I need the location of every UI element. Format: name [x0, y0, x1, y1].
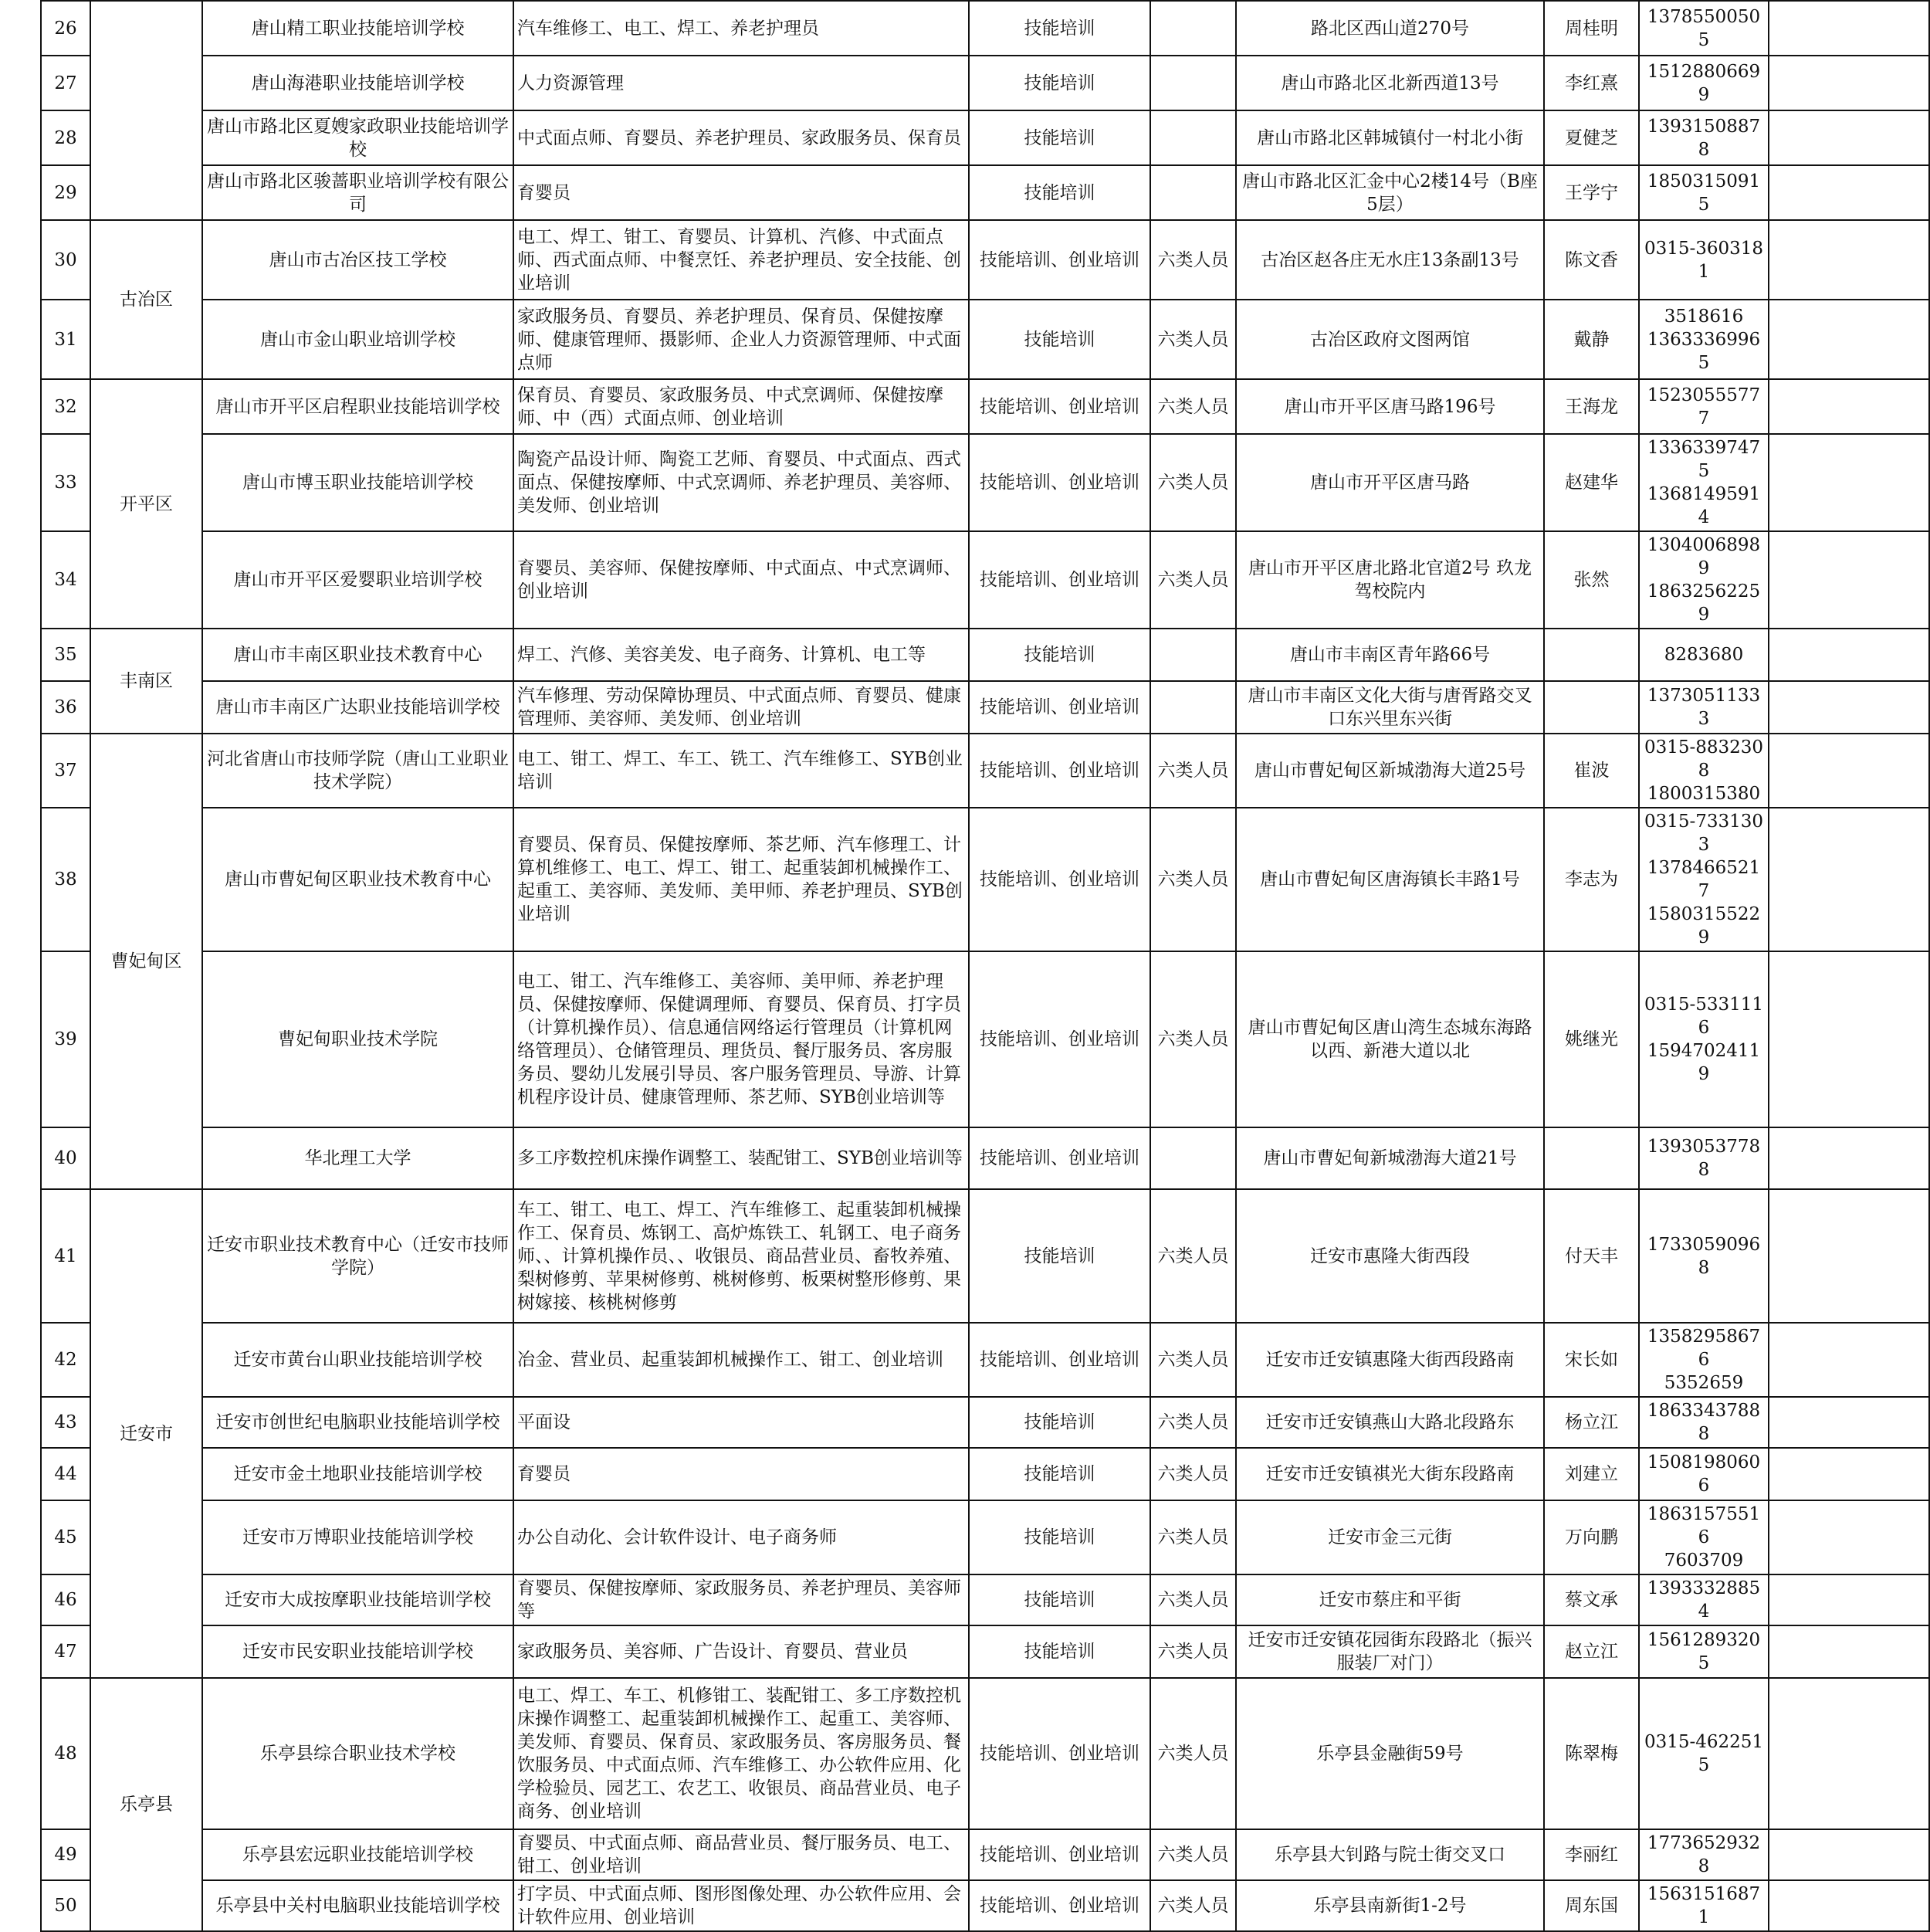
target-group [1150, 1, 1236, 56]
contact-phone: 13930537788 [1639, 1127, 1769, 1189]
school-address: 唐山市曹妃甸区唐山湾生态城东海路以西、新港大道以北 [1236, 951, 1544, 1127]
contact-phone: 0315-7331303 13784665217 15803155229 [1639, 808, 1769, 951]
school-address: 古冶区赵各庄无水庄13条副13号 [1236, 220, 1544, 300]
training-majors: 育婴员、保育员、保健按摩师、茶艺师、汽车修理工、计算机维修工、电工、焊工、钳工、起重装卸机械操作工、起重工、美容师、美发师、美甲师、养老护理员、SYB创业培训 [513, 808, 969, 951]
training-type: 技能培训、创业培训 [969, 734, 1150, 808]
contact-phone: 13582958676 5352659 [1639, 1323, 1769, 1397]
remarks-cell [1769, 681, 1929, 734]
row-number: 34 [41, 531, 90, 629]
school-name: 河北省唐山市技师学院（唐山工业职业技术学院） [202, 734, 513, 808]
contact-person [1544, 1127, 1639, 1189]
remarks-cell [1769, 1397, 1929, 1448]
table-row [41, 56, 1929, 110]
table-row [41, 434, 1929, 531]
row-number: 31 [41, 300, 90, 379]
training-majors: 汽车修理、劳动保障协理员、中式面点师、育婴员、健康管理师、美容师、美发师、创业培训 [513, 681, 969, 734]
contact-phone: 0315-5331116 15947024119 [1639, 951, 1769, 1127]
contact-person [1544, 629, 1639, 681]
contact-person: 刘建立 [1544, 1448, 1639, 1500]
table-row [41, 379, 1929, 434]
training-majors: 家政服务员、美容师、广告设计、育婴员、营业员 [513, 1625, 969, 1678]
contact-person: 陈翠梅 [1544, 1678, 1639, 1829]
district-cell: 丰南区 [90, 629, 202, 734]
school-name: 唐山市开平区启程职业技能培训学校 [202, 379, 513, 434]
remarks-cell [1769, 1448, 1929, 1500]
target-group [1150, 1127, 1236, 1189]
contact-phone: 13040068989 18632562259 [1639, 531, 1769, 629]
table-row [41, 531, 1929, 629]
training-type: 技能培训、创业培训 [969, 434, 1150, 531]
contact-person: 赵建华 [1544, 434, 1639, 531]
target-group: 六类人员 [1150, 1829, 1236, 1880]
school-address: 唐山市丰南区文化大街与唐胥路交叉口东兴里东兴街 [1236, 681, 1544, 734]
training-type: 技能培训 [969, 1500, 1150, 1574]
school-name: 唐山市金山职业培训学校 [202, 300, 513, 379]
row-number: 33 [41, 434, 90, 531]
school-name: 迁安市民安职业技能培训学校 [202, 1625, 513, 1678]
remarks-cell [1769, 220, 1929, 300]
row-number: 39 [41, 951, 90, 1127]
table-row [41, 1500, 1929, 1574]
school-name: 迁安市万博职业技能培训学校 [202, 1500, 513, 1574]
target-group [1150, 629, 1236, 681]
training-type: 技能培训 [969, 1397, 1150, 1448]
contact-person: 崔波 [1544, 734, 1639, 808]
training-majors: 育婴员、保健按摩师、家政服务员、养老护理员、美容师等 [513, 1574, 969, 1625]
row-number: 35 [41, 629, 90, 681]
target-group: 六类人员 [1150, 951, 1236, 1127]
district-cell [90, 1, 202, 220]
school-address: 乐亭县金融街59号 [1236, 1678, 1544, 1829]
school-name: 迁安市金土地职业技能培训学校 [202, 1448, 513, 1500]
contact-person: 姚继光 [1544, 951, 1639, 1127]
school-address: 唐山市开平区唐马路196号 [1236, 379, 1544, 434]
table-row [41, 1448, 1929, 1500]
remarks-cell [1769, 434, 1929, 531]
row-number: 41 [41, 1189, 90, 1323]
contact-phone: 17736529328 [1639, 1829, 1769, 1880]
contact-phone: 3518616 13633369965 [1639, 300, 1769, 379]
training-majors: 家政服务员、育婴员、养老护理员、保育员、保健按摩师、健康管理师、摄影师、企业人力资源管理师、中式面点师 [513, 300, 969, 379]
remarks-cell [1769, 1, 1929, 56]
training-majors: 中式面点师、育婴员、养老护理员、家政服务员、保育员 [513, 110, 969, 165]
school-address: 迁安市迁安镇燕山大路北段路东 [1236, 1397, 1544, 1448]
training-type: 技能培训、创业培训 [969, 531, 1150, 629]
table-row [41, 1880, 1929, 1931]
table-row [41, 1323, 1929, 1397]
training-type: 技能培训、创业培训 [969, 1678, 1150, 1829]
target-group: 六类人员 [1150, 531, 1236, 629]
contact-phone: 18503150915 [1639, 165, 1769, 220]
remarks-cell [1769, 1127, 1929, 1189]
contact-person: 周桂明 [1544, 1, 1639, 56]
remarks-cell [1769, 1323, 1929, 1397]
district-cell: 开平区 [90, 379, 202, 629]
target-group: 六类人员 [1150, 1574, 1236, 1625]
row-number: 27 [41, 56, 90, 110]
training-type: 技能培训、创业培训 [969, 951, 1150, 1127]
remarks-cell [1769, 379, 1929, 434]
remarks-cell [1769, 734, 1929, 808]
school-name: 曹妃甸职业技术学院 [202, 951, 513, 1127]
training-type: 技能培训 [969, 1189, 1150, 1323]
remarks-cell [1769, 1880, 1929, 1931]
district-cell: 古冶区 [90, 220, 202, 379]
row-number: 28 [41, 110, 90, 165]
school-name: 唐山市丰南区广达职业技能培训学校 [202, 681, 513, 734]
training-majors: 冶金、营业员、起重装卸机械操作工、钳工、创业培训 [513, 1323, 969, 1397]
contact-person: 蔡文承 [1544, 1574, 1639, 1625]
training-majors: 汽车维修工、电工、焊工、养老护理员 [513, 1, 969, 56]
row-number: 44 [41, 1448, 90, 1500]
row-number: 45 [41, 1500, 90, 1574]
row-number: 26 [41, 1, 90, 56]
school-address: 唐山市路北区韩城镇付一村北小街 [1236, 110, 1544, 165]
school-name: 唐山市开平区爱婴职业培训学校 [202, 531, 513, 629]
contact-person: 万向鹏 [1544, 1500, 1639, 1574]
table-row [41, 1678, 1929, 1829]
school-address: 路北区西山道270号 [1236, 1, 1544, 56]
row-number: 36 [41, 681, 90, 734]
contact-person: 李丽红 [1544, 1829, 1639, 1880]
target-group [1150, 165, 1236, 220]
row-number: 37 [41, 734, 90, 808]
school-name: 唐山市博玉职业技能培训学校 [202, 434, 513, 531]
school-name: 唐山海港职业技能培训学校 [202, 56, 513, 110]
contact-person: 赵立江 [1544, 1625, 1639, 1678]
row-number: 47 [41, 1625, 90, 1678]
table-row [41, 629, 1929, 681]
row-number: 32 [41, 379, 90, 434]
district-cell: 乐亭县 [90, 1678, 202, 1931]
row-number: 40 [41, 1127, 90, 1189]
contact-phone: 15230555777 [1639, 379, 1769, 434]
table-row [41, 1397, 1929, 1448]
training-type: 技能培训 [969, 629, 1150, 681]
school-name: 华北理工大学 [202, 1127, 513, 1189]
contact-person: 戴静 [1544, 300, 1639, 379]
row-number: 46 [41, 1574, 90, 1625]
target-group: 六类人员 [1150, 1880, 1236, 1931]
training-type: 技能培训、创业培训 [969, 1880, 1150, 1931]
training-majors: 电工、钳工、汽车维修工、美容师、美甲师、养老护理员、保健按摩师、保健调理师、育婴员、保育员、打字员（计算机操作员）、信息通信网络运行管理员（计算机网络管理员）、仓储管理员、理货员、餐厅服务员、客房服务员、婴幼儿发展引导员、客户服务管理员、导游、计算机程序设计员、健康管理师、茶艺师、SYB创业培训等 [513, 951, 969, 1127]
training-type: 技能培训 [969, 300, 1150, 379]
school-address: 唐山市曹妃甸新城渤海大道21号 [1236, 1127, 1544, 1189]
target-group: 六类人员 [1150, 379, 1236, 434]
contact-phone: 0315-4622515 [1639, 1678, 1769, 1829]
school-address: 迁安市金三元街 [1236, 1500, 1544, 1574]
training-type: 技能培训、创业培训 [969, 1829, 1150, 1880]
training-majors: 育婴员、中式面点师、商品营业员、餐厅服务员、电工、钳工、创业培训 [513, 1829, 969, 1880]
school-name: 乐亭县综合职业技术学校 [202, 1678, 513, 1829]
school-name: 乐亭县宏远职业技能培训学校 [202, 1829, 513, 1880]
contact-phone: 18631575516 7603709 [1639, 1500, 1769, 1574]
remarks-cell [1769, 300, 1929, 379]
training-majors: 车工、钳工、电工、焊工、汽车维修工、起重装卸机械操作工、保育员、炼钢工、高炉炼铁工、轧钢工、电子商务师、、计算机操作员、、收银员、商品营业员、畜牧养殖、梨树修剪、苹果树修剪、桃树修剪、板栗树整形修剪、果树嫁接、核桃树修剪 [513, 1189, 969, 1323]
table-row [41, 1829, 1929, 1880]
target-group: 六类人员 [1150, 1448, 1236, 1500]
training-type: 技能培训、创业培训 [969, 1323, 1150, 1397]
target-group: 六类人员 [1150, 1397, 1236, 1448]
training-majors: 育婴员、美容师、保健按摩师、中式面点、中式烹调师、创业培训 [513, 531, 969, 629]
table-row [41, 165, 1929, 220]
contact-person [1544, 681, 1639, 734]
district-cell: 曹妃甸区 [90, 734, 202, 1189]
contact-phone: 13785500505 [1639, 1, 1769, 56]
school-address: 唐山市曹妃甸区唐海镇长丰路1号 [1236, 808, 1544, 951]
contact-phone: 0315-3603181 [1639, 220, 1769, 300]
remarks-cell [1769, 1678, 1929, 1829]
table-row [41, 1574, 1929, 1625]
school-address: 唐山市路北区汇金中心2楼14号（B座5层） [1236, 165, 1544, 220]
school-name: 唐山市路北区夏嫂家政职业技能培训学校 [202, 110, 513, 165]
contact-person: 王学宁 [1544, 165, 1639, 220]
training-type: 技能培训、创业培训 [969, 220, 1150, 300]
contact-phone: 15612893205 [1639, 1625, 1769, 1678]
contact-person: 付天丰 [1544, 1189, 1639, 1323]
school-name: 迁安市创世纪电脑职业技能培训学校 [202, 1397, 513, 1448]
remarks-cell [1769, 808, 1929, 951]
target-group: 六类人员 [1150, 220, 1236, 300]
target-group: 六类人员 [1150, 1189, 1236, 1323]
contact-phone: 0315-8832308 1800315380 [1639, 734, 1769, 808]
remarks-cell [1769, 951, 1929, 1127]
training-majors: 多工序数控机床操作调整工、装配钳工、SYB创业培训等 [513, 1127, 969, 1189]
school-address: 迁安市迁安镇祺光大街东段路南 [1236, 1448, 1544, 1500]
training-type: 技能培训、创业培训 [969, 681, 1150, 734]
school-name: 迁安市职业技术教育中心（迁安市技师学院） [202, 1189, 513, 1323]
contact-phone: 17330590968 [1639, 1189, 1769, 1323]
table-body [41, 1, 1929, 1931]
training-school-table [40, 0, 1930, 1932]
school-address: 唐山市路北区北新西道13号 [1236, 56, 1544, 110]
school-name: 唐山精工职业技能培训学校 [202, 1, 513, 56]
row-number: 42 [41, 1323, 90, 1397]
table-row [41, 681, 1929, 734]
district-cell: 迁安市 [90, 1189, 202, 1678]
school-address: 唐山市丰南区青年路66号 [1236, 629, 1544, 681]
training-type: 技能培训、创业培训 [969, 1127, 1150, 1189]
table-row [41, 951, 1929, 1127]
remarks-cell [1769, 1574, 1929, 1625]
row-number: 38 [41, 808, 90, 951]
contact-phone: 13931508878 [1639, 110, 1769, 165]
training-majors: 育婴员 [513, 1448, 969, 1500]
row-number: 49 [41, 1829, 90, 1880]
school-address: 迁安市蔡庄和平街 [1236, 1574, 1544, 1625]
school-address: 迁安市迁安镇惠隆大街西段路南 [1236, 1323, 1544, 1397]
contact-person: 杨立江 [1544, 1397, 1639, 1448]
contact-phone: 15631516871 [1639, 1880, 1769, 1931]
training-majors: 育婴员 [513, 165, 969, 220]
row-number: 43 [41, 1397, 90, 1448]
school-name: 唐山市曹妃甸区职业技术教育中心 [202, 808, 513, 951]
school-name: 唐山市古冶区技工学校 [202, 220, 513, 300]
target-group [1150, 110, 1236, 165]
target-group: 六类人员 [1150, 1323, 1236, 1397]
training-majors: 平面设 [513, 1397, 969, 1448]
table-row [41, 110, 1929, 165]
school-name: 迁安市黄台山职业技能培训学校 [202, 1323, 513, 1397]
contact-person: 夏健芝 [1544, 110, 1639, 165]
school-address: 迁安市迁安镇花园街东段路北（振兴服装厂对门） [1236, 1625, 1544, 1678]
target-group: 六类人员 [1150, 1625, 1236, 1678]
school-address: 唐山市开平区唐北路北官道2号 玖龙驾校院内 [1236, 531, 1544, 629]
school-address: 古冶区政府文图两馆 [1236, 300, 1544, 379]
training-majors: 电工、钳工、焊工、车工、铣工、汽车维修工、SYB创业培训 [513, 734, 969, 808]
contact-phone: 18633437888 [1639, 1397, 1769, 1448]
contact-phone: 15081980606 [1639, 1448, 1769, 1500]
training-majors: 保育员、育婴员、家政服务员、中式烹调师、保健按摩师、中（西）式面点师、创业培训 [513, 379, 969, 434]
training-type: 技能培训 [969, 165, 1150, 220]
remarks-cell [1769, 165, 1929, 220]
school-address: 乐亭县大钊路与院士街交叉口 [1236, 1829, 1544, 1880]
school-name: 唐山市丰南区职业技术教育中心 [202, 629, 513, 681]
remarks-cell [1769, 531, 1929, 629]
contact-person: 李志为 [1544, 808, 1639, 951]
contact-phone: 13730511333 [1639, 681, 1769, 734]
table-row [41, 220, 1929, 300]
contact-phone: 8283680 [1639, 629, 1769, 681]
training-majors: 人力资源管理 [513, 56, 969, 110]
target-group: 六类人员 [1150, 734, 1236, 808]
training-majors: 陶瓷产品设计师、陶瓷工艺师、育婴员、中式面点、西式面点、保健按摩师、中式烹调师、养老护理员、美容师、美发师、创业培训 [513, 434, 969, 531]
contact-person: 周东国 [1544, 1880, 1639, 1931]
target-group [1150, 56, 1236, 110]
table-row [41, 1127, 1929, 1189]
contact-person: 李红熹 [1544, 56, 1639, 110]
training-type: 技能培训、创业培训 [969, 379, 1150, 434]
table-row [41, 1189, 1929, 1323]
contact-phone: 13933328854 [1639, 1574, 1769, 1625]
school-name: 乐亭县中关村电脑职业技能培训学校 [202, 1880, 513, 1931]
table-row [41, 300, 1929, 379]
contact-person: 陈文香 [1544, 220, 1639, 300]
school-address: 迁安市惠隆大街西段 [1236, 1189, 1544, 1323]
target-group: 六类人员 [1150, 808, 1236, 951]
school-address: 唐山市曹妃甸区新城渤海大道25号 [1236, 734, 1544, 808]
training-type: 技能培训 [969, 1448, 1150, 1500]
training-type: 技能培训 [969, 1574, 1150, 1625]
remarks-cell [1769, 1500, 1929, 1574]
table-row [41, 1625, 1929, 1678]
row-number: 48 [41, 1678, 90, 1829]
training-majors: 电工、焊工、钳工、育婴员、计算机、汽修、中式面点师、西式面点师、中餐烹饪、养老护理员、安全技能、创业培训 [513, 220, 969, 300]
training-majors: 电工、焊工、车工、机修钳工、装配钳工、多工序数控机床操作调整工、起重装卸机械操作工、起重工、美容师、美发师、育婴员、保育员、家政服务员、客房服务员、餐饮服务员、中式面点师、汽车维修工、办公软件应用、化学检验员、园艺工、农艺工、收银员、商品营业员、电子商务、创业培训 [513, 1678, 969, 1829]
school-address: 唐山市开平区唐马路 [1236, 434, 1544, 531]
remarks-cell [1769, 1829, 1929, 1880]
target-group: 六类人员 [1150, 300, 1236, 379]
table-row [41, 808, 1929, 951]
school-address: 乐亭县南新街1-2号 [1236, 1880, 1544, 1931]
target-group: 六类人员 [1150, 1678, 1236, 1829]
target-group [1150, 681, 1236, 734]
contact-person: 王海龙 [1544, 379, 1639, 434]
training-majors: 打字员、中式面点师、图形图像处理、办公软件应用、会计软件应用、创业培训 [513, 1880, 969, 1931]
training-type: 技能培训、创业培训 [969, 808, 1150, 951]
table-row [41, 1, 1929, 56]
row-number: 29 [41, 165, 90, 220]
remarks-cell [1769, 1625, 1929, 1678]
target-group: 六类人员 [1150, 1500, 1236, 1574]
training-type: 技能培训 [969, 1, 1150, 56]
row-number: 30 [41, 220, 90, 300]
school-name: 唐山市路北区骏蔷职业培训学校有限公司 [202, 165, 513, 220]
training-majors: 焊工、汽修、美容美发、电子商务、计算机、电工等 [513, 629, 969, 681]
contact-phone: 15128806699 [1639, 56, 1769, 110]
remarks-cell [1769, 1189, 1929, 1323]
training-type: 技能培训 [969, 56, 1150, 110]
training-type: 技能培训 [969, 110, 1150, 165]
training-type: 技能培训 [969, 1625, 1150, 1678]
remarks-cell [1769, 629, 1929, 681]
target-group: 六类人员 [1150, 434, 1236, 531]
remarks-cell [1769, 110, 1929, 165]
contact-person: 宋长如 [1544, 1323, 1639, 1397]
remarks-cell [1769, 56, 1929, 110]
contact-phone: 13363397475 13681495914 [1639, 434, 1769, 531]
row-number: 50 [41, 1880, 90, 1931]
contact-person: 张然 [1544, 531, 1639, 629]
training-majors: 办公自动化、会计软件设计、电子商务师 [513, 1500, 969, 1574]
school-name: 迁安市大成按摩职业技能培训学校 [202, 1574, 513, 1625]
table-row [41, 734, 1929, 808]
